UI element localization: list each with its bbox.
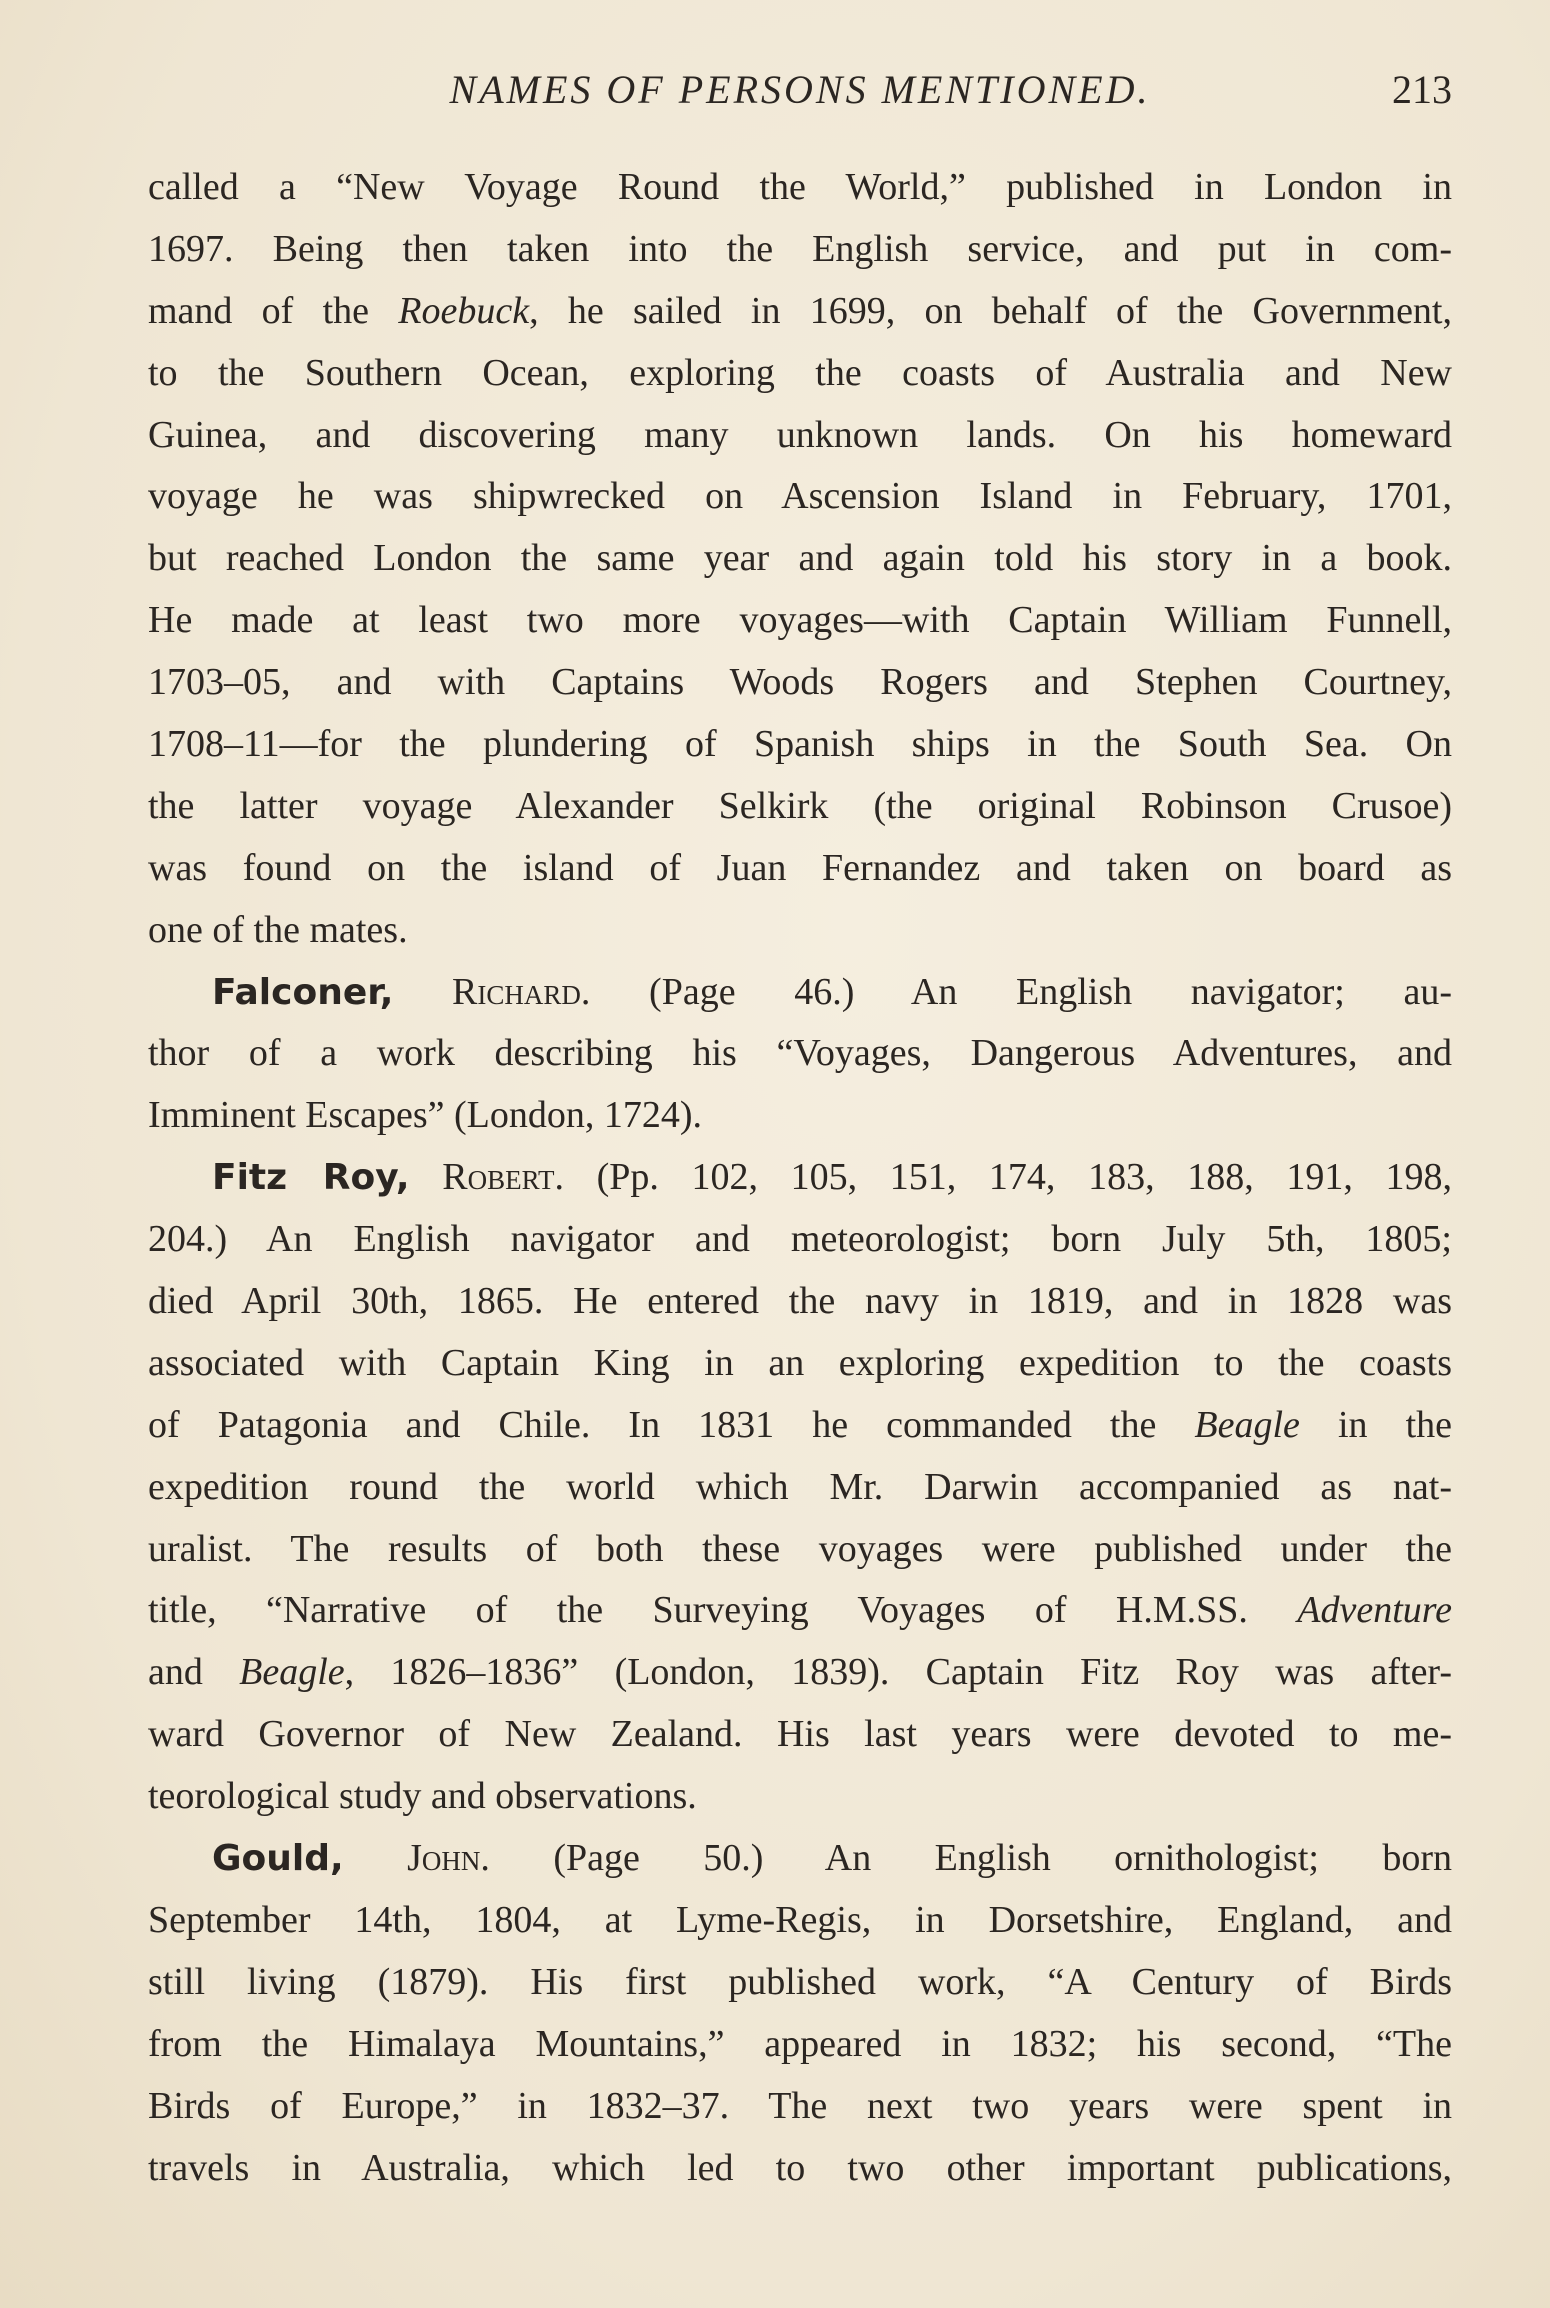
text-line	[148, 528, 1452, 590]
entry-name: Gould,	[212, 1838, 344, 1880]
text-line	[148, 1271, 1452, 1333]
text-segment: Birds of Europe,” in 1832–37. The next two years were spent in	[148, 2084, 1452, 2127]
text-segment: 1703–05, and with Captains Woods Rogers and Stephen Courtney,	[148, 661, 1452, 704]
text-line	[148, 2076, 1452, 2138]
text-segment: from the Himalaya Mountains,” appeared in 1832; his second, “The	[148, 2022, 1452, 2065]
text-segment: voyage he was shipwrecked on Ascension Island in February, 1701,	[148, 475, 1452, 518]
text-segment: Roebuck	[398, 289, 530, 332]
text-line	[148, 2014, 1452, 2076]
text-line	[148, 776, 1452, 838]
text-line	[148, 281, 1452, 343]
text-segment	[393, 971, 452, 1013]
text-segment: 204.) An English navigator and meteorologist; born July 5th, 1805;	[148, 1218, 1452, 1261]
text-line	[148, 838, 1452, 900]
text-segment: of Patagonia and Chile. In 1831 he commanded the	[148, 1403, 1195, 1446]
text-line	[148, 1952, 1452, 2014]
text-line	[148, 1333, 1452, 1395]
text-line	[148, 652, 1452, 714]
text-segment: title, “Narrative of the Surveying Voyages of H.M.SS.	[148, 1589, 1298, 1632]
text-line	[148, 2138, 1452, 2200]
text-segment: teorological study and observations.	[148, 1775, 697, 1818]
text-line	[148, 962, 1452, 1024]
text-line	[148, 1519, 1452, 1581]
text-line	[148, 1580, 1452, 1642]
text-line	[148, 343, 1452, 405]
text-line	[148, 590, 1452, 652]
entry-given-name: Richard.	[452, 970, 591, 1013]
text-line	[148, 1457, 1452, 1519]
text-segment: travels in Australia, which led to two other important publications,	[148, 2146, 1452, 2189]
text-segment: the latter voyage Alexander Selkirk (the original Robinson Crusoe)	[148, 784, 1452, 827]
text-segment: and	[148, 1651, 240, 1694]
text-segment: but reached London the same year and again told his story in a book.	[148, 537, 1452, 580]
text-line	[148, 1147, 1452, 1209]
text-line	[148, 1395, 1452, 1457]
text-segment: 1708–11—for the plundering of Spanish ships in the South Sea. On	[148, 723, 1452, 766]
text-segment: (Pp. 102, 105, 151, 174, 183, 188, 191, 198,	[563, 1156, 1452, 1199]
text-segment	[344, 1837, 407, 1879]
text-segment: Beagle	[239, 1651, 345, 1694]
text-segment: to the Southern Ocean, exploring the coasts of Australia and New	[148, 351, 1452, 394]
text-line	[148, 157, 1452, 219]
text-segment: (Page 50.) An English ornithologist; born	[489, 1837, 1453, 1880]
text-segment: , 1826–1836” (London, 1839). Captain Fitz Roy was after-	[344, 1651, 1452, 1694]
running-title: NAMES OF PERSONS MENTIONED.	[449, 67, 1151, 112]
text-segment: one of the mates.	[148, 908, 408, 951]
text-segment: still living (1879). His first published work, “A Century of Birds	[148, 1960, 1452, 2003]
text-segment: ward Governor of New Zealand. His last years were devoted to me-	[148, 1713, 1452, 1756]
text-segment: uralist. The results of both these voyages were published under the	[148, 1527, 1452, 1570]
text-segment: called a “New Voyage Round the World,” published in London in	[148, 166, 1452, 208]
entry-given-name: Robert.	[442, 1156, 564, 1199]
text-line	[148, 900, 1452, 962]
text-line	[148, 1085, 1452, 1147]
text-line	[148, 1766, 1452, 1828]
text-line	[148, 1704, 1452, 1766]
text-line	[148, 1209, 1452, 1271]
entry-name: Fitz Roy,	[212, 1157, 410, 1199]
text-segment: thor of a work describing his “Voyages, Dangerous Adventures, and	[148, 1032, 1452, 1075]
text-line	[148, 1023, 1452, 1085]
text-line	[148, 1642, 1452, 1704]
text-line	[148, 405, 1452, 467]
text-line	[148, 714, 1452, 776]
page-header	[148, 64, 1452, 124]
entry-given-name: John.	[407, 1837, 490, 1880]
text-line	[148, 219, 1452, 281]
text-segment: (Page 46.) An English navigator; au-	[590, 970, 1453, 1013]
text-segment: Imminent Escapes” (London, 1724).	[148, 1094, 703, 1137]
text-segment: died April 30th, 1865. He entered the navy in 1819, and in 1828 was	[148, 1280, 1452, 1323]
text-segment: in the	[1299, 1403, 1453, 1446]
text-segment: Adventure	[1297, 1589, 1452, 1632]
text-segment: associated with Captain King in an exploring expedition to the coasts	[148, 1341, 1452, 1384]
text-segment	[410, 1156, 443, 1198]
entry-name: Falconer,	[212, 971, 394, 1013]
text-segment: , he sailed in 1699, on behalf of the Government,	[529, 289, 1452, 332]
body-text	[148, 157, 1452, 2199]
text-line	[148, 1890, 1452, 1952]
text-segment: He made at least two more voyages—with Captain William Funnell,	[148, 599, 1452, 642]
text-segment: Guinea, and discovering many unknown lands. On his homeward	[148, 413, 1452, 456]
page-number: 213	[1392, 67, 1452, 112]
text-line	[148, 466, 1452, 528]
text-segment: expedition round the world which Mr. Darwin accompanied as nat-	[148, 1465, 1452, 1508]
text-line	[148, 1828, 1452, 1890]
text-segment: 1697. Being then taken into the English service, and put in com-	[148, 227, 1452, 270]
text-segment: September 14th, 1804, at Lyme-Regis, in Dorsetshire, England, and	[148, 1898, 1452, 1941]
text-segment: Beagle	[1194, 1403, 1300, 1446]
text-segment: mand of the	[148, 289, 399, 332]
text-segment: was found on the island of Juan Fernandez and taken on board as	[148, 846, 1452, 889]
